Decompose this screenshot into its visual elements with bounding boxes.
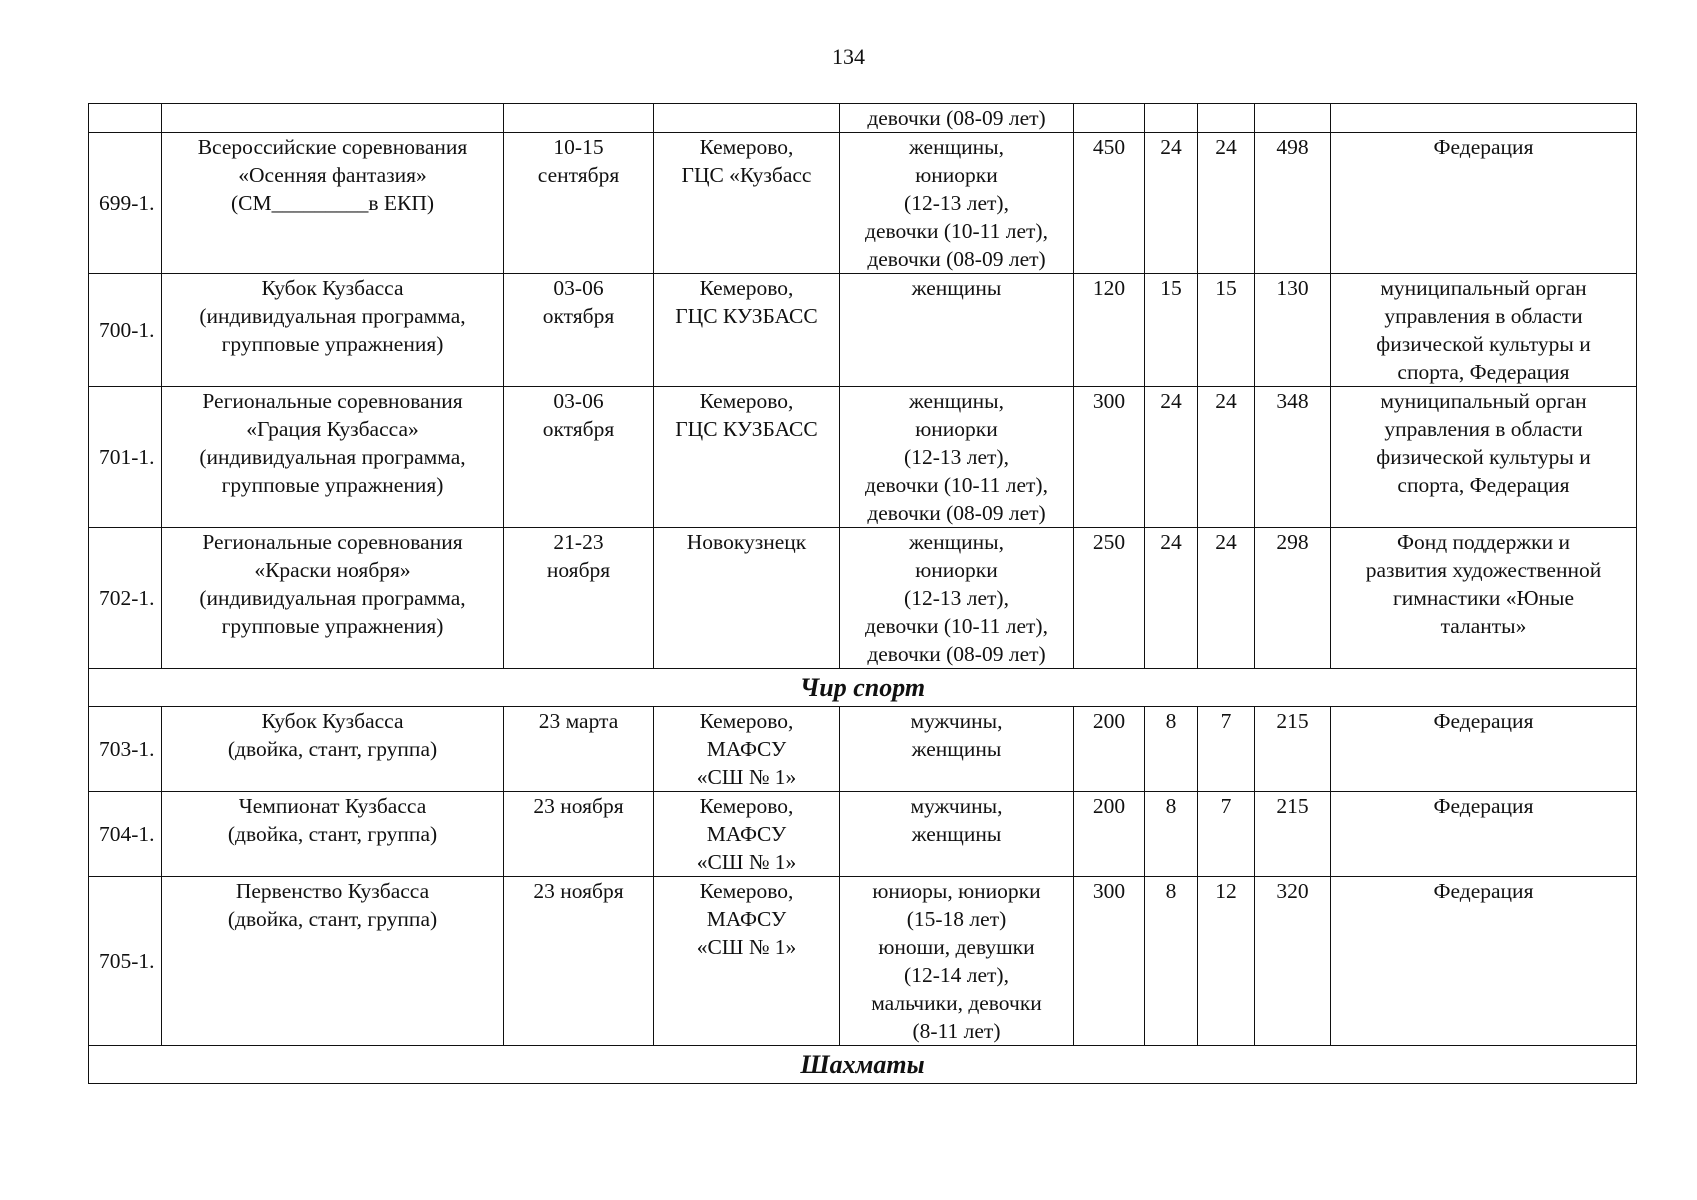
venue-cell: Кемерово, ГЦС КУЗБАСС bbox=[654, 274, 840, 387]
count-cell-3: 7 bbox=[1198, 792, 1255, 877]
count-total-cell: 130 bbox=[1255, 274, 1331, 387]
event-name-cell: Кубок Кузбасса (двойка, стант, группа) bbox=[162, 707, 504, 792]
venue-cell: Новокузнецк bbox=[654, 528, 840, 669]
event-name-cell bbox=[162, 104, 504, 133]
table-row bbox=[89, 274, 1637, 387]
event-name-cell: Региональные соревнования «Краски ноября» (индивидуальная программа, групповые упражнения) bbox=[162, 528, 504, 669]
event-name-cell: Региональные соревнования «Грация Кузбасса» (индивидуальная программа, групповые упражнения) bbox=[162, 387, 504, 528]
event-name-cell: Чемпионат Кузбасса (двойка, стант, группа) bbox=[162, 792, 504, 877]
count-cell-1: 250 bbox=[1074, 528, 1145, 669]
count-cell-2: 8 bbox=[1145, 792, 1198, 877]
event-name-cell: Всероссийские соревнования «Осенняя фантазия» (СМ_________в ЕКП) bbox=[162, 133, 504, 274]
organizer-cell: Федерация bbox=[1331, 707, 1637, 792]
count-cell-1: 200 bbox=[1074, 707, 1145, 792]
count-cell-3: 24 bbox=[1198, 133, 1255, 274]
count-cell-3: 24 bbox=[1198, 528, 1255, 669]
count-cell-2: 8 bbox=[1145, 707, 1198, 792]
organizer-cell: муниципальный орган управления в области физической культуры и спорта, Федерация bbox=[1331, 387, 1637, 528]
row-number-cell bbox=[89, 104, 162, 133]
participants-cell: мужчины, женщины bbox=[840, 792, 1074, 877]
venue-cell bbox=[654, 104, 840, 133]
venue-cell: Кемерово, МАФСУ «СШ № 1» bbox=[654, 707, 840, 792]
venue-cell: Кемерово, МАФСУ «СШ № 1» bbox=[654, 877, 840, 1046]
event-name-cell: Первенство Кузбасса (двойка, стант, группа) bbox=[162, 877, 504, 1046]
section-title: Шахматы bbox=[89, 1046, 1637, 1084]
dates-cell: 21-23 ноября bbox=[504, 528, 654, 669]
row-number-cell: 705-1. bbox=[89, 877, 162, 1046]
venue-cell: Кемерово, ГЦС КУЗБАСС bbox=[654, 387, 840, 528]
organizer-cell: Федерация bbox=[1331, 792, 1637, 877]
section-header-row bbox=[89, 669, 1637, 707]
row-number-cell: 702-1. bbox=[89, 528, 162, 669]
count-total-cell bbox=[1255, 104, 1331, 133]
count-cell-3: 15 bbox=[1198, 274, 1255, 387]
organizer-cell bbox=[1331, 104, 1637, 133]
participants-cell: женщины, юниорки (12-13 лет), девочки (10-11 лет), девочки (08-09 лет) bbox=[840, 528, 1074, 669]
organizer-cell: Федерация bbox=[1331, 133, 1637, 274]
participants-cell: девочки (08-09 лет) bbox=[840, 104, 1074, 133]
count-cell-2: 8 bbox=[1145, 877, 1198, 1046]
table-row bbox=[89, 792, 1637, 877]
venue-cell: Кемерово, МАФСУ «СШ № 1» bbox=[654, 792, 840, 877]
participants-cell: юниоры, юниорки (15-18 лет) юноши, девушки (12-14 лет), мальчики, девочки (8-11 лет) bbox=[840, 877, 1074, 1046]
dates-cell: 23 ноября bbox=[504, 792, 654, 877]
table-row bbox=[89, 387, 1637, 528]
table-row bbox=[89, 528, 1637, 669]
row-number-cell: 703-1. bbox=[89, 707, 162, 792]
count-cell-1: 300 bbox=[1074, 387, 1145, 528]
venue-cell: Кемерово, ГЦС «Кузбасс bbox=[654, 133, 840, 274]
section-title: Чир спорт bbox=[89, 669, 1637, 707]
events-table bbox=[88, 103, 1637, 1084]
page-number: 134 bbox=[832, 44, 865, 69]
participants-cell: женщины, юниорки (12-13 лет), девочки (10-11 лет), девочки (08-09 лет) bbox=[840, 387, 1074, 528]
row-number-cell: 701-1. bbox=[89, 387, 162, 528]
count-total-cell: 320 bbox=[1255, 877, 1331, 1046]
row-number-cell: 704-1. bbox=[89, 792, 162, 877]
count-cell-2 bbox=[1145, 104, 1198, 133]
row-number-cell: 699-1. bbox=[89, 133, 162, 274]
count-cell-2: 24 bbox=[1145, 133, 1198, 274]
count-total-cell: 215 bbox=[1255, 792, 1331, 877]
count-cell-1 bbox=[1074, 104, 1145, 133]
count-cell-3: 12 bbox=[1198, 877, 1255, 1046]
count-cell-3: 7 bbox=[1198, 707, 1255, 792]
dates-cell: 23 марта bbox=[504, 707, 654, 792]
count-total-cell: 348 bbox=[1255, 387, 1331, 528]
table-row bbox=[89, 707, 1637, 792]
count-total-cell: 215 bbox=[1255, 707, 1331, 792]
count-cell-2: 24 bbox=[1145, 528, 1198, 669]
count-cell-3 bbox=[1198, 104, 1255, 133]
table-row bbox=[89, 877, 1637, 1046]
dates-cell bbox=[504, 104, 654, 133]
section-header-row bbox=[89, 1046, 1637, 1084]
participants-cell: мужчины, женщины bbox=[840, 707, 1074, 792]
count-cell-2: 24 bbox=[1145, 387, 1198, 528]
count-cell-1: 300 bbox=[1074, 877, 1145, 1046]
count-cell-2: 15 bbox=[1145, 274, 1198, 387]
event-name-cell: Кубок Кузбасса (индивидуальная программа, групповые упражнения) bbox=[162, 274, 504, 387]
table-row bbox=[89, 133, 1637, 274]
organizer-cell: Фонд поддержки и развития художественной гимнастики «Юные таланты» bbox=[1331, 528, 1637, 669]
count-total-cell: 498 bbox=[1255, 133, 1331, 274]
count-cell-1: 120 bbox=[1074, 274, 1145, 387]
organizer-cell: муниципальный орган управления в области физической культуры и спорта, Федерация bbox=[1331, 274, 1637, 387]
dates-cell: 03-06 октября bbox=[504, 387, 654, 528]
dates-cell: 03-06 октября bbox=[504, 274, 654, 387]
participants-cell: женщины, юниорки (12-13 лет), девочки (10-11 лет), девочки (08-09 лет) bbox=[840, 133, 1074, 274]
count-cell-3: 24 bbox=[1198, 387, 1255, 528]
table-row bbox=[89, 104, 1637, 133]
dates-cell: 23 ноября bbox=[504, 877, 654, 1046]
organizer-cell: Федерация bbox=[1331, 877, 1637, 1046]
dates-cell: 10-15 сентября bbox=[504, 133, 654, 274]
row-number-cell: 700-1. bbox=[89, 274, 162, 387]
participants-cell: женщины bbox=[840, 274, 1074, 387]
count-cell-1: 200 bbox=[1074, 792, 1145, 877]
count-total-cell: 298 bbox=[1255, 528, 1331, 669]
count-cell-1: 450 bbox=[1074, 133, 1145, 274]
